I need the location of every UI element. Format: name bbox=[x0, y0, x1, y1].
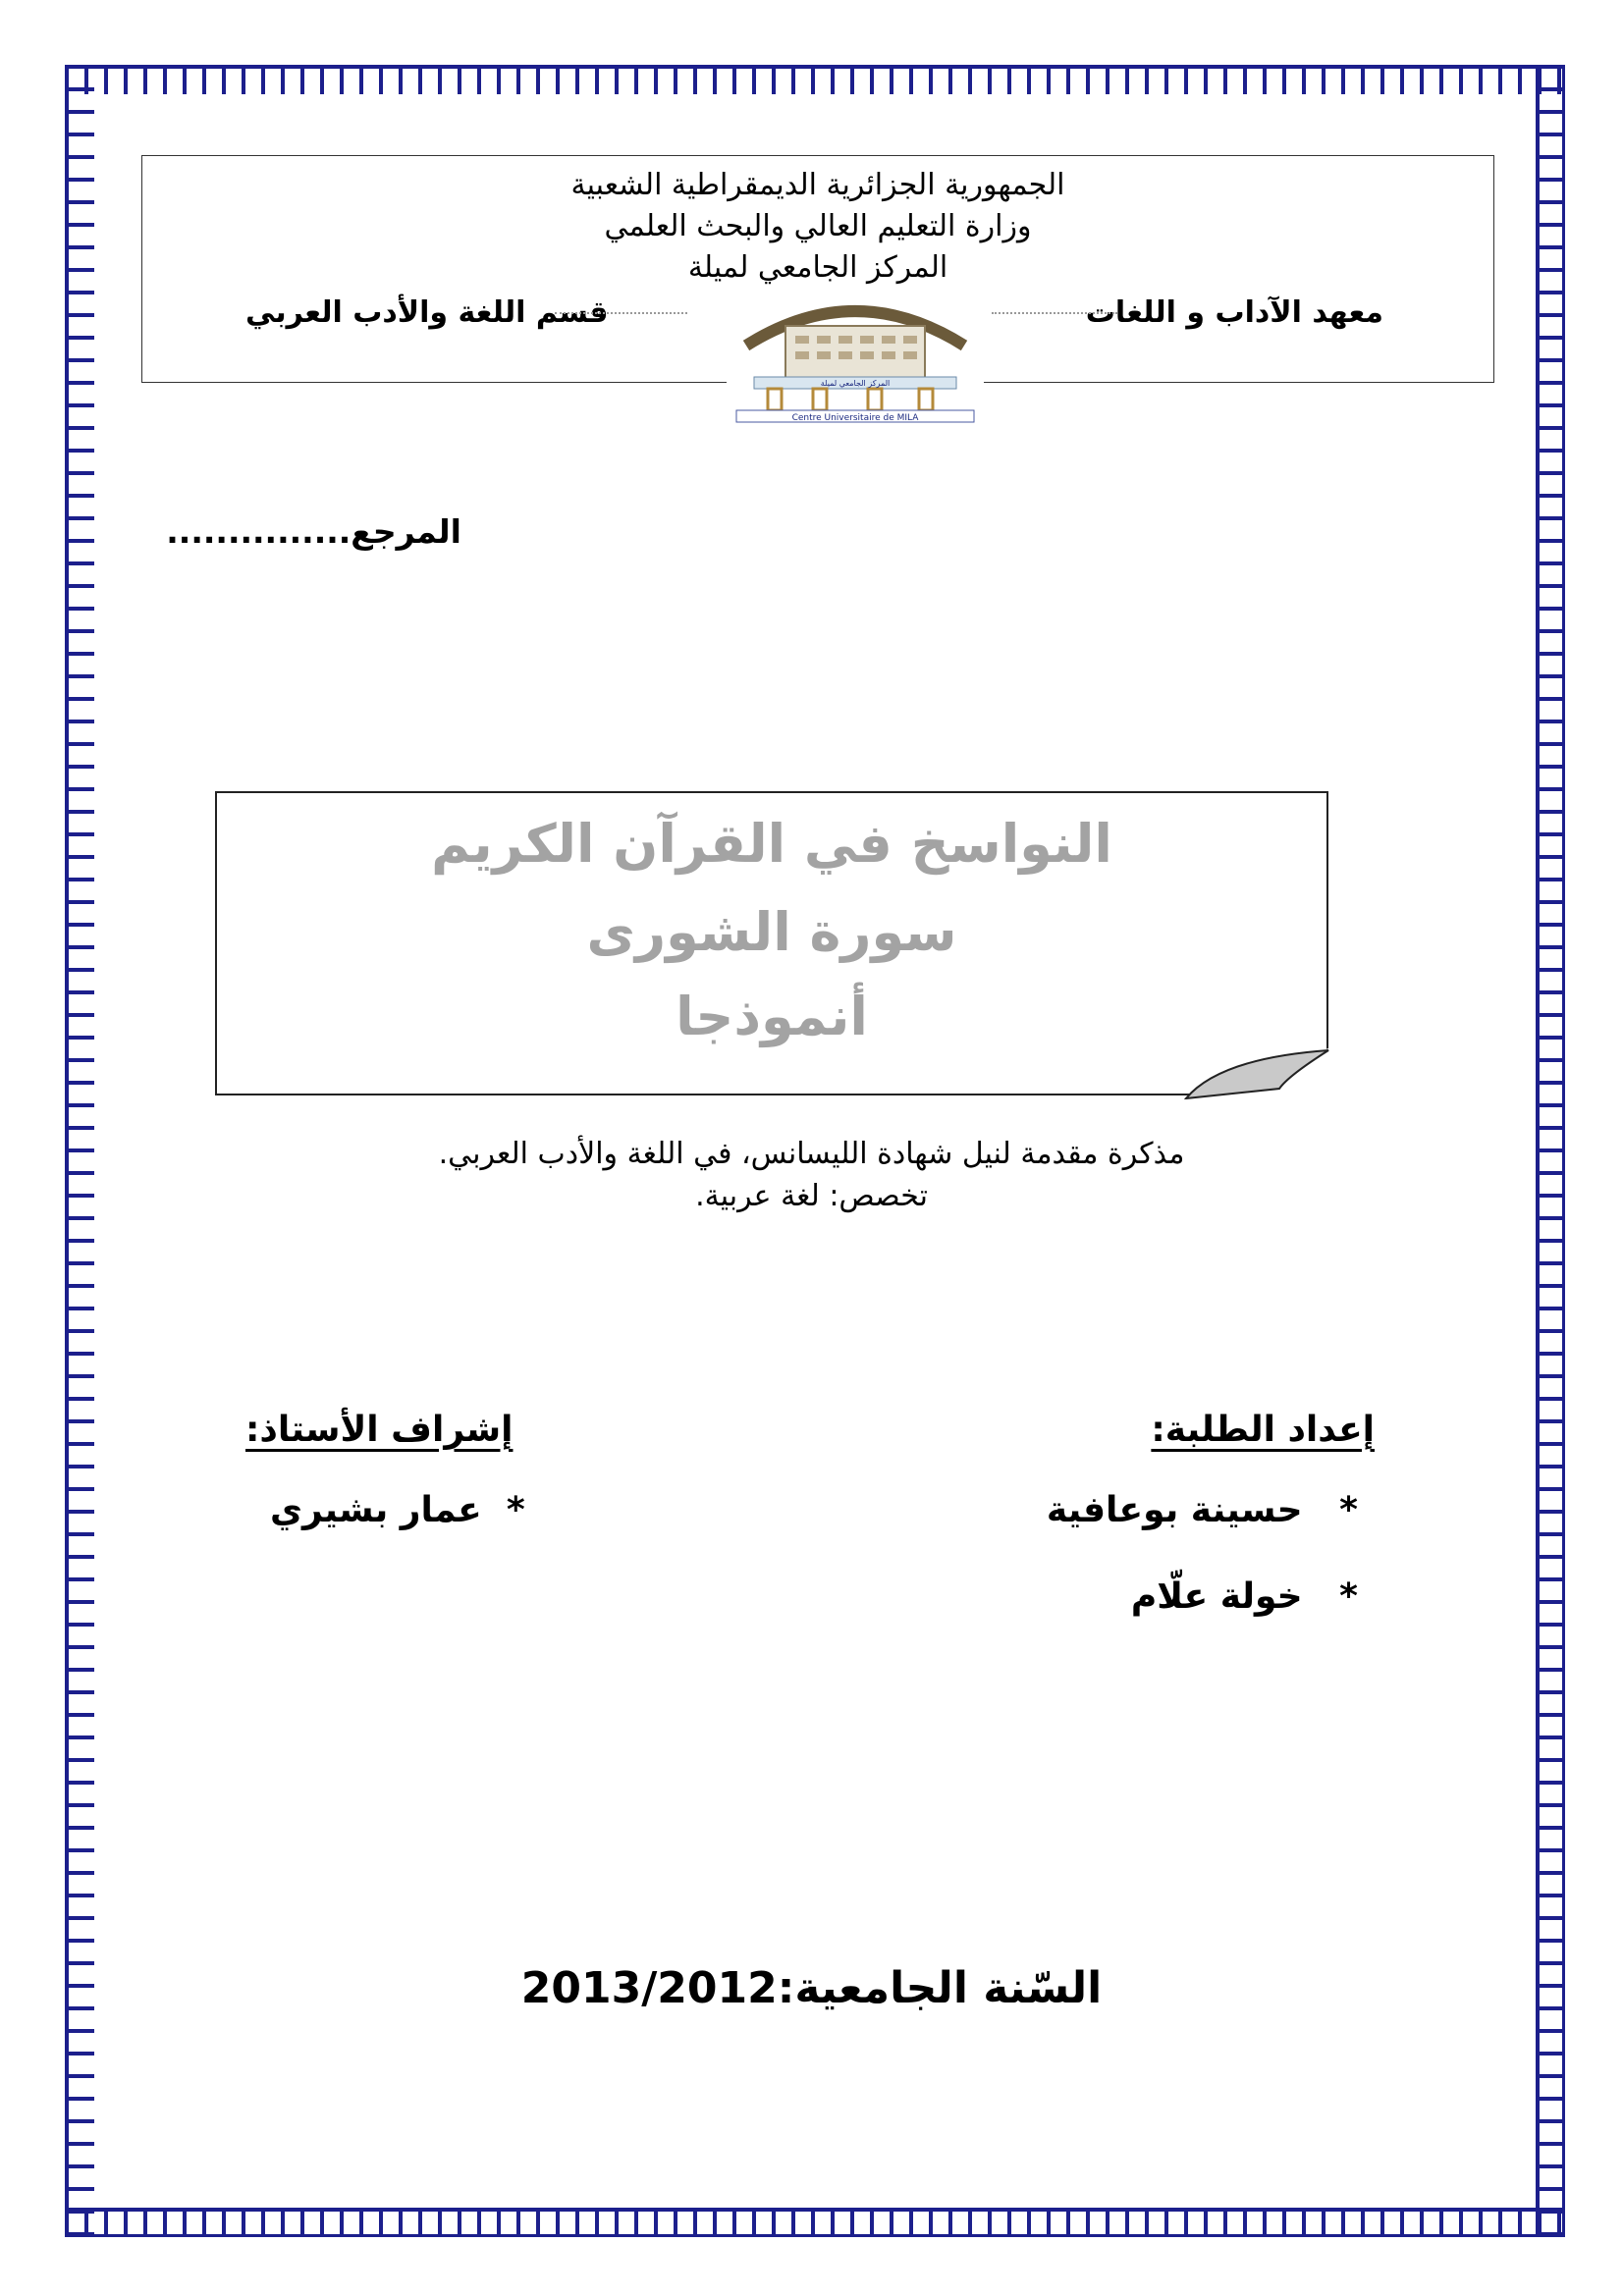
supervisor-name-text: عمار بشيري bbox=[270, 1490, 482, 1530]
border-top-pattern bbox=[65, 65, 1565, 94]
page-curl-icon bbox=[1178, 1048, 1335, 1099]
header-republic: الجمهورية الجزائرية الديمقراطية الشعبية bbox=[570, 168, 1065, 202]
border-bottom-pattern bbox=[65, 2208, 1565, 2237]
logo-arabic-caption: المركز الجامعي لميلة bbox=[820, 379, 891, 388]
university-logo bbox=[727, 287, 984, 424]
student-name-2: خولة علّام bbox=[1130, 1576, 1303, 1617]
students-label: إعداد الطلبة: bbox=[1151, 1410, 1375, 1450]
student-name-1: حسينة بوعافية bbox=[1046, 1490, 1303, 1530]
dotted-leader bbox=[555, 312, 687, 316]
reference-number: المرجع............... bbox=[166, 512, 461, 551]
supervisor-name bbox=[270, 1490, 525, 1530]
bullet: * bbox=[1339, 1490, 1358, 1530]
academic-year-label: السّنة الجامعية: bbox=[777, 1963, 1103, 2013]
bullet: * bbox=[506, 1490, 525, 1530]
title-box bbox=[215, 791, 1328, 1095]
dotted-leader bbox=[992, 312, 1117, 316]
thesis-title-line2: سورة الشورى bbox=[586, 901, 957, 963]
header-institute: معهد الآداب و اللغات bbox=[1085, 295, 1383, 330]
memo-purpose: مذكرة مقدمة لنيل شهادة الليسانس، في اللغة والأدب العربي. bbox=[438, 1137, 1185, 1171]
academic-year bbox=[0, 1963, 1623, 2013]
supervisor-label: إشراف الأستاذ: bbox=[245, 1410, 514, 1450]
bullet: * bbox=[1339, 1576, 1358, 1617]
memo-specialty: تخصص: لغة عربية. bbox=[695, 1179, 928, 1213]
header-university: المركز الجامعي لميلة bbox=[687, 250, 948, 285]
student-name bbox=[1131, 1576, 1358, 1617]
header-ministry: وزارة التعليم العالي والبحث العلمي bbox=[604, 209, 1032, 243]
logo-caption: Centre Universitaire de MILA bbox=[791, 413, 919, 423]
student-name bbox=[1047, 1490, 1358, 1530]
thesis-title-line1: النواسخ في القرآن الكريم bbox=[431, 813, 1112, 875]
thesis-title-line3: أنموذجا bbox=[676, 986, 868, 1047]
header-department: قسم اللغة والأدب العربي bbox=[245, 295, 609, 330]
academic-year-value: 2013/2012 bbox=[520, 1963, 778, 2013]
